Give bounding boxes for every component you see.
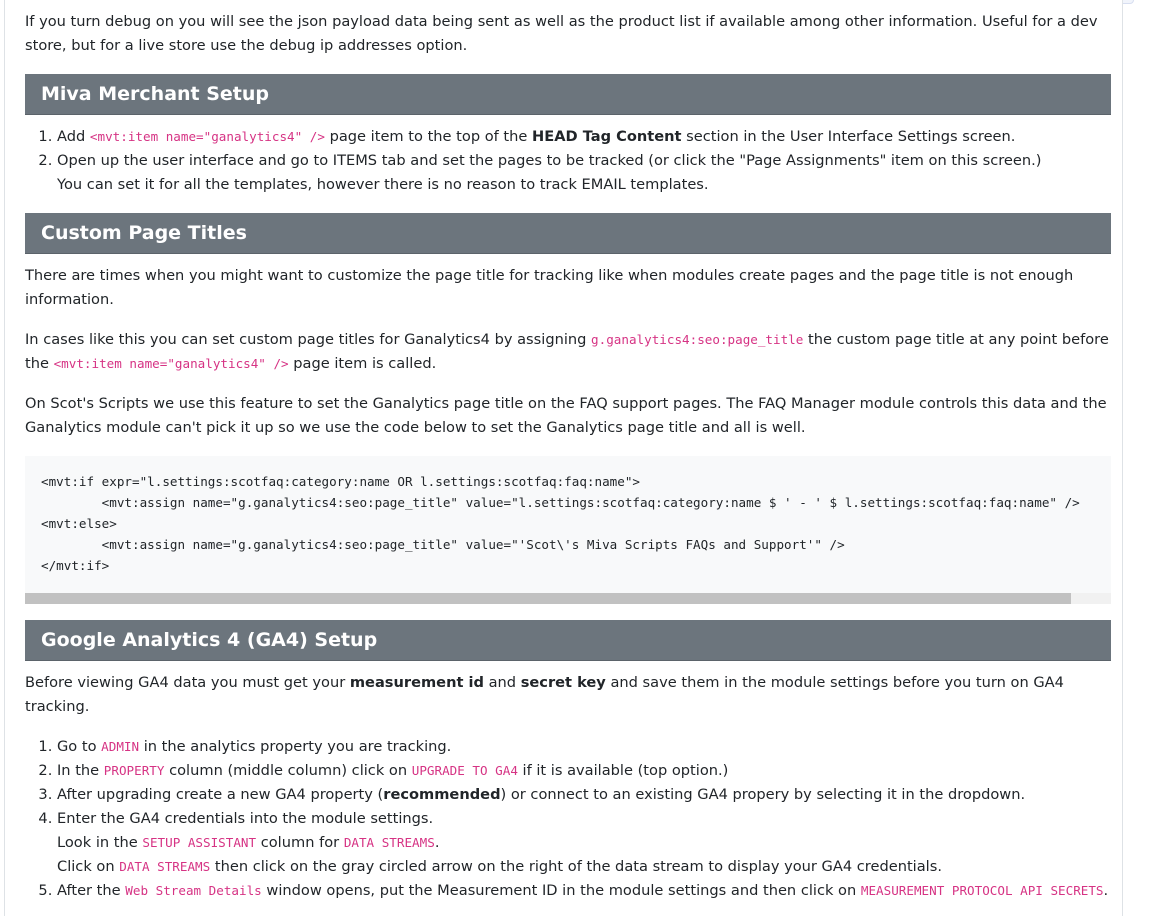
ga4-setup-steps	[25, 735, 1111, 903]
inline-code: <mvt:item name="ganalytics4" />	[53, 356, 289, 371]
paragraph: On Scot's Scripts we use this feature to set the Ganalytics page title on the FAQ support pages. The FAQ Manager module controls this data and the Ganalytics module can't pick it up so we use the code below to set the Ganalytics page title and all is well.	[25, 395, 1107, 436]
paragraph: In cases like this you can set custom page titles for Ganalytics4 by assigning g.ganalytics4:seo:page_title the custom page title at any point before the <mvt:item name="ganalytics4" /> page item is called.	[25, 331, 1109, 372]
list-item: 3. After upgrading create a new GA4 property (recommended) or connect to an existing GA4 propery by selecting it in the dropdown.	[57, 783, 1111, 807]
list-item: 1. Add <mvt:item name="ganalytics4" /> page item to the top of the HEAD Tag Content section in the User Interface Settings screen.	[57, 125, 1111, 149]
scrollbar-thumb[interactable]	[25, 593, 1071, 604]
miva-setup-steps	[25, 125, 1111, 197]
list-item: 2. Open up the user interface and go to ITEMS tab and set the pages to be tracked (or click the "Page Assignments" item on this screen.) You can set it for all the templates, however there is no reason to track EMAIL templates.	[57, 149, 1111, 197]
section-heading-custom-page-titles: Custom Page Titles	[25, 213, 1111, 254]
paragraph: Before viewing GA4 data you must get your measurement id and secret key and save them in the module settings before you turn on GA4 tracking.	[25, 674, 1064, 715]
horizontal-scrollbar[interactable]	[25, 593, 1111, 604]
list-item: 5. After the Web Stream Details window opens, put the Measurement ID in the module settings and then click on MEASUREMENT PROTOCOL API SECRETS.	[57, 879, 1111, 903]
content-panel	[4, 0, 1123, 916]
section-heading-miva-setup: Miva Merchant Setup	[25, 74, 1111, 115]
list-item: 4. Enter the GA4 credentials into the module settings. Look in the SETUP ASSISTANT column for DATA STREAMS. Click on DATA STREAMS then click on the gray circled arrow on the right of the data stream to display your GA4 credentials.	[57, 807, 1111, 879]
code-block: <mvt:if expr="l.settings:scotfaq:category:name OR l.settings:scotfaq:faq:name"> <mvt:assign name="g.ganalytics4:seo:page_title" value="l.settings:scotfaq:category:name $ ' - ' $ l.settings:scotfaq:faq:name" /> <mvt:else> <mvt:assign name="g.ganalytics4:seo:page_title" value="'Scot\'s Miva Scripts FAQs and Support'" /> </mvt:if>	[25, 456, 1111, 593]
section-heading-ga4-setup: Google Analytics 4 (GA4) Setup	[25, 620, 1111, 661]
list-item: 1. Go to ADMIN in the analytics property you are tracking.	[57, 735, 1111, 759]
paragraph: There are times when you might want to customize the page title for tracking like when modules create pages and the page title is not enough information.	[25, 267, 1074, 308]
documentation-content	[25, 0, 1111, 919]
list-item: 2. In the PROPERTY column (middle column) click on UPGRADE TO GA4 if it is available (top option.)	[57, 759, 1111, 783]
inline-code: <mvt:item name="ganalytics4" />	[89, 129, 325, 144]
debug-paragraph: If you turn debug on you will see the json payload data being sent as well as the product list if available among other information. Useful for a dev store, but for a live store use the debug ip addresses option.	[25, 13, 1098, 54]
inline-code: g.ganalytics4:seo:page_title	[591, 332, 804, 347]
